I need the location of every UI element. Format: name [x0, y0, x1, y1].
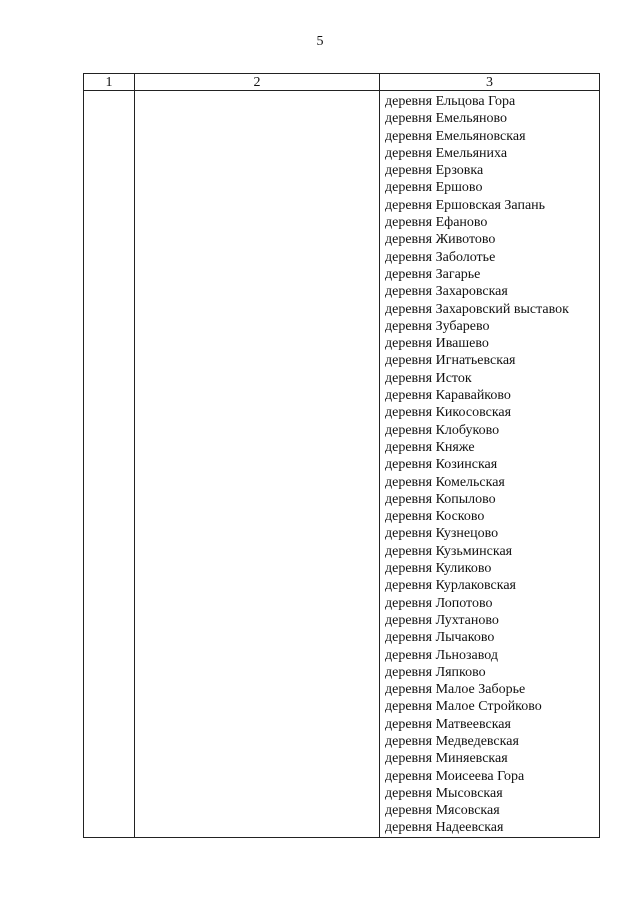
settlement-item: деревня Малое Заборье — [385, 682, 526, 698]
settlement-item: деревня Ерзовка — [385, 163, 484, 179]
settlement-item: деревня Мясовская — [385, 803, 500, 819]
settlement-item: деревня Кузьминская — [385, 543, 513, 559]
column-2-cell — [135, 91, 380, 838]
settlement-item: деревня Ельцова Гора — [385, 94, 516, 109]
settlement-item: деревня Курлаковская — [385, 578, 516, 594]
column-1-cell — [84, 91, 135, 838]
settlement-item: деревня Малое Стройково — [385, 699, 542, 715]
settlement-list — [380, 91, 599, 837]
settlement-item: деревня Загарье — [385, 266, 481, 282]
table-row — [84, 91, 600, 838]
settlement-item: деревня Захаровский выставок — [385, 301, 569, 317]
settlement-item: деревня Исток — [385, 370, 472, 386]
column-3-cell — [380, 91, 600, 838]
settlement-item: деревня Ершово — [385, 180, 483, 196]
settlement-item: деревня Княже — [385, 439, 475, 455]
settlement-item: деревня Каравайково — [385, 388, 511, 404]
settlement-item: деревня Ляпково — [385, 664, 486, 680]
settlement-item: деревня Лухтаново — [385, 612, 499, 628]
settlement-item: деревня Матвеевская — [385, 716, 511, 732]
settlement-item: деревня Льнозавод — [385, 647, 498, 663]
settlements-table — [83, 73, 600, 838]
settlement-item: деревня Емельяновская — [385, 128, 526, 144]
settlement-item: деревня Куликово — [385, 561, 492, 577]
settlement-item: деревня Надеевская — [385, 820, 504, 836]
settlement-item: деревня Зубарево — [385, 318, 490, 334]
settlement-item: деревня Заболотье — [385, 249, 496, 265]
settlement-item: деревня Копылово — [385, 491, 496, 507]
column-header-3: 3 — [380, 74, 600, 91]
settlement-item: деревня Косково — [385, 509, 485, 525]
settlement-item: деревня Лопотово — [385, 595, 493, 611]
page-number: 5 — [316, 34, 324, 49]
settlement-item: деревня Ефаново — [385, 215, 488, 231]
settlement-item: деревня Ершовская Запань — [385, 197, 546, 213]
settlement-item: деревня Игнатьевская — [385, 353, 516, 369]
settlement-item: деревня Моисеева Гора — [385, 768, 525, 784]
settlement-item: деревня Комельская — [385, 474, 505, 490]
settlement-item: деревня Емельяниха — [385, 145, 508, 161]
column-header-2: 2 — [135, 74, 380, 91]
settlement-item: деревня Мысовская — [385, 785, 503, 801]
settlement-item: деревня Медведевская — [385, 733, 519, 749]
settlement-item: деревня Емельяново — [385, 111, 508, 127]
settlement-item: деревня Козинская — [385, 457, 498, 473]
settlement-item: деревня Захаровская — [385, 284, 508, 300]
settlement-item: деревня Кикосовская — [385, 405, 512, 421]
settlement-item: деревня Ивашево — [385, 336, 489, 352]
settlement-item: деревня Животово — [385, 232, 496, 248]
settlement-item: деревня Миняевская — [385, 751, 508, 767]
settlement-item: деревня Лычаково — [385, 630, 495, 646]
settlement-item: деревня Кузнецово — [385, 526, 499, 542]
table-header-row — [84, 74, 600, 91]
column-header-1: 1 — [84, 74, 135, 91]
settlement-item: деревня Клобуково — [385, 422, 500, 438]
